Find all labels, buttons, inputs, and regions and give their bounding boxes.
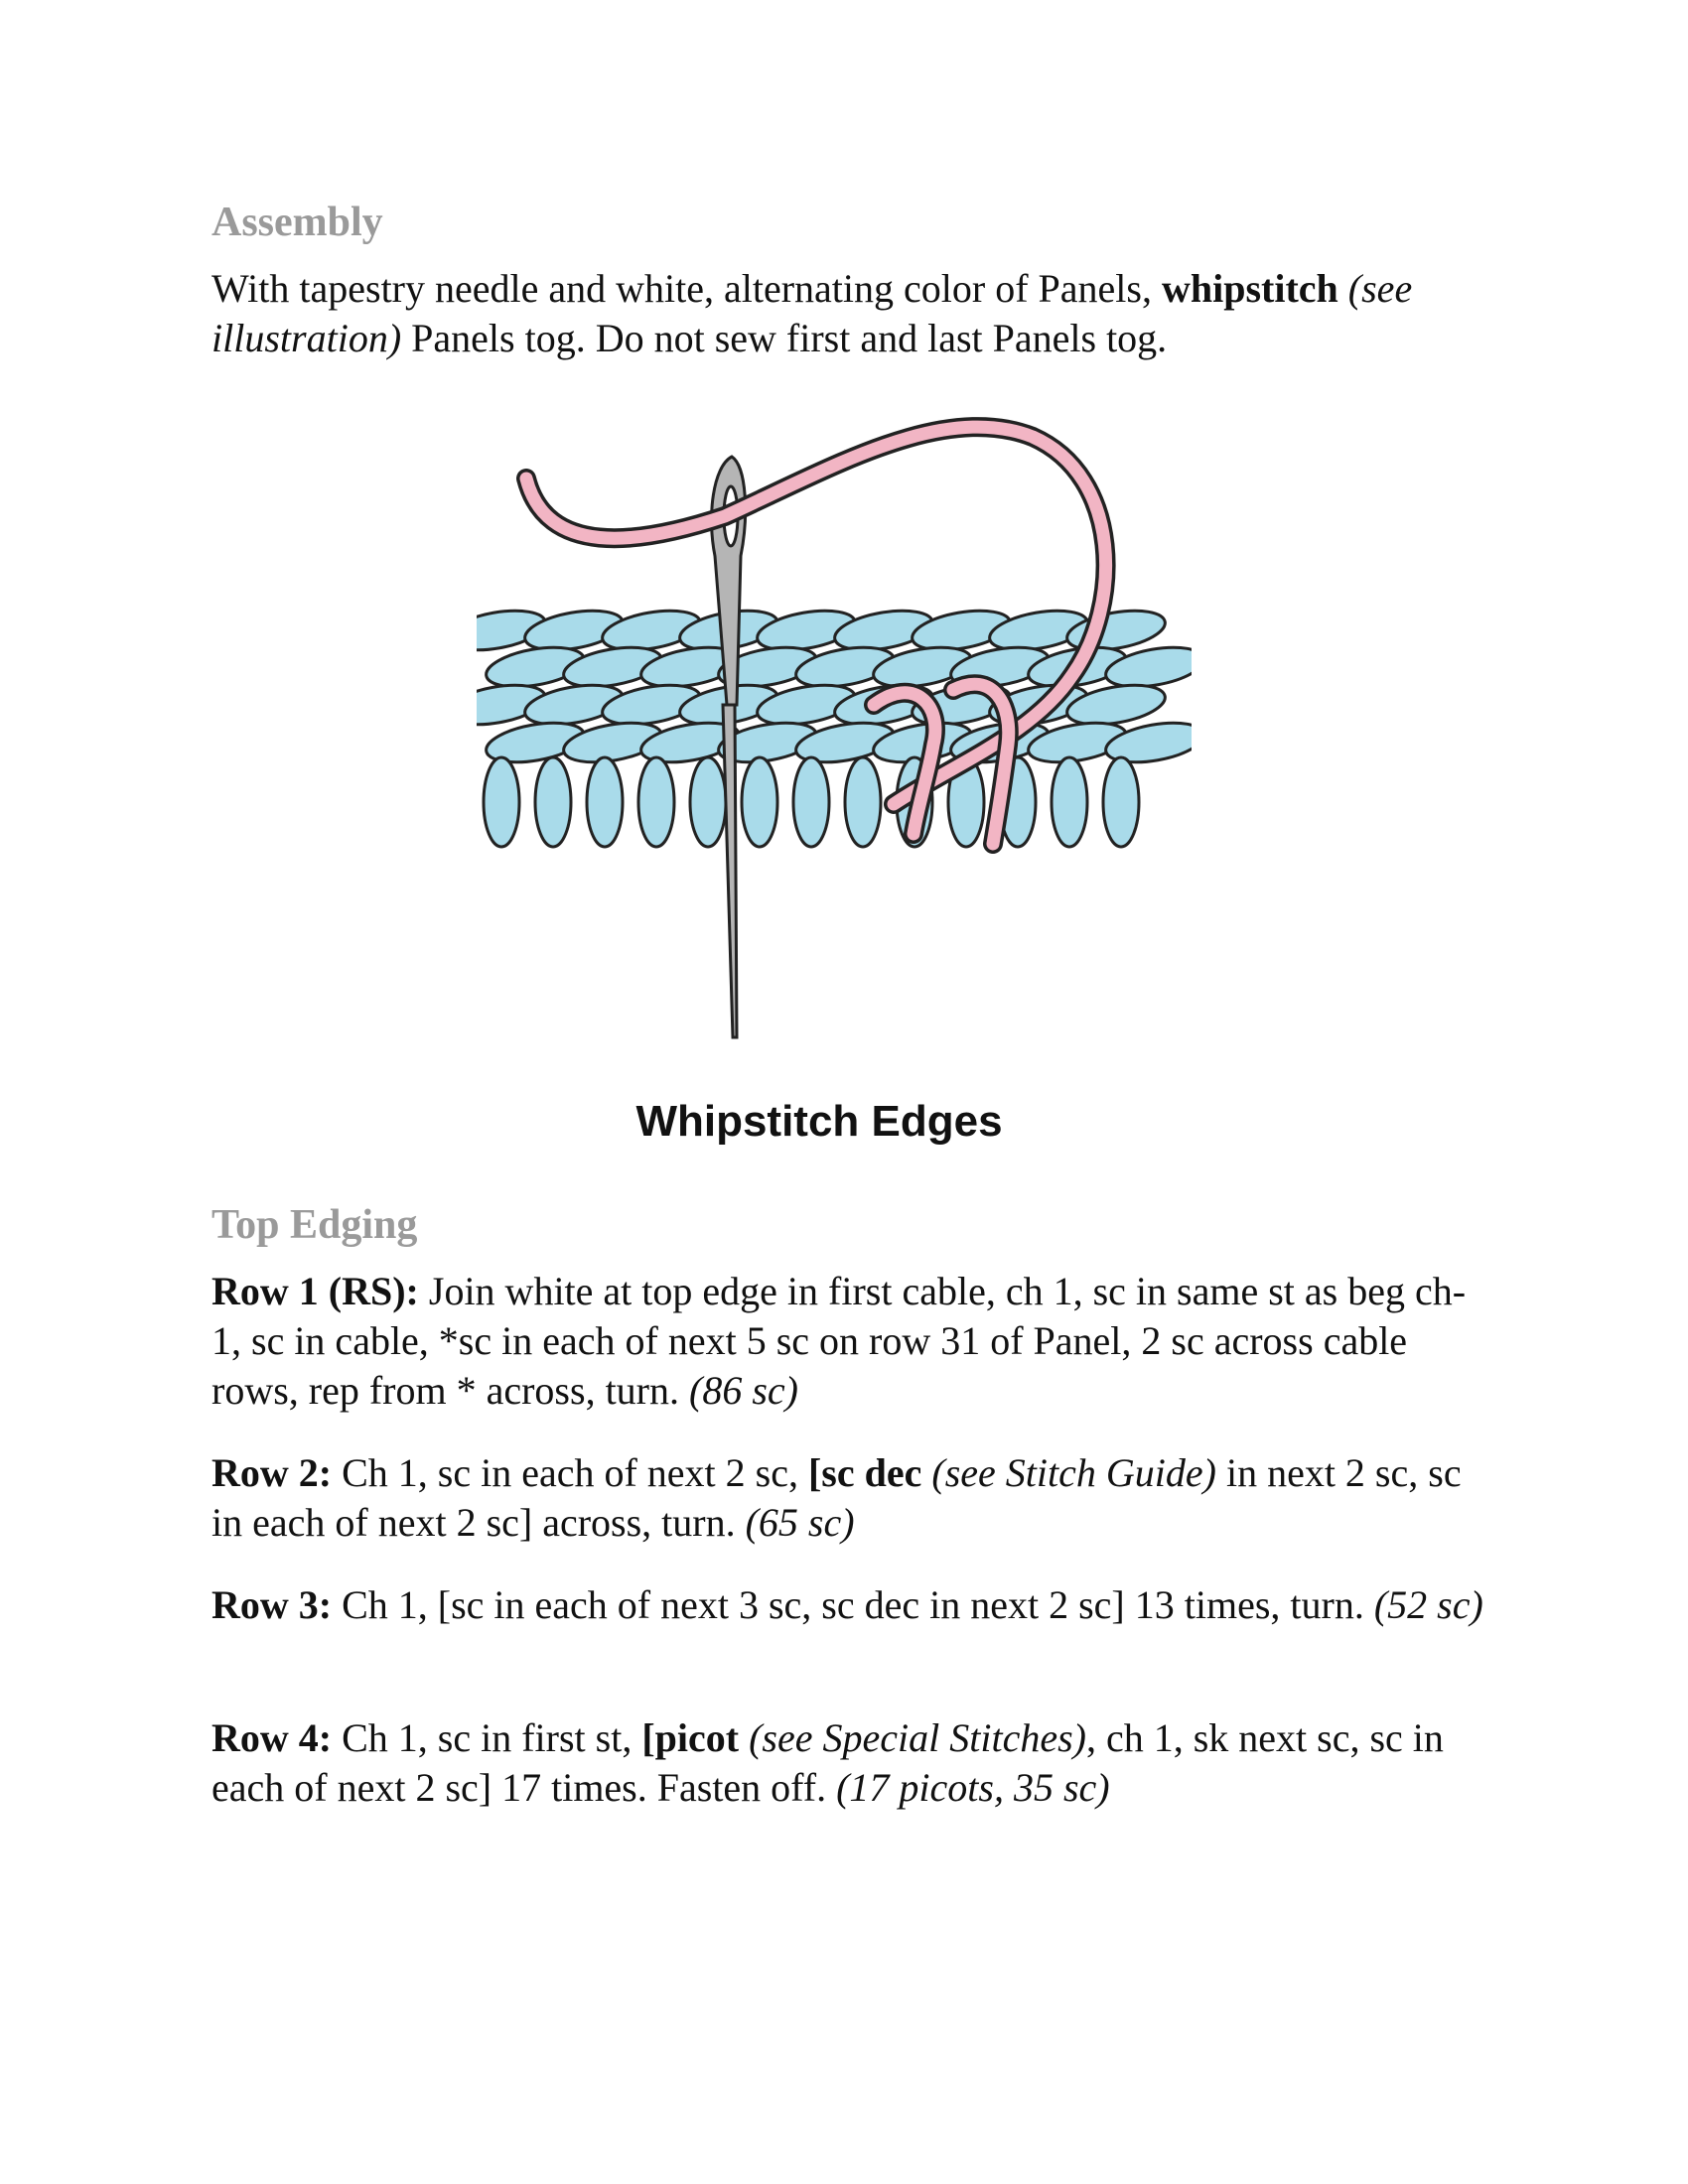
- see-illustration-note: (see illustration): [211, 266, 1413, 360]
- stitch-loop: [587, 757, 623, 847]
- row-4-text: Ch 1, sc in first st,: [332, 1715, 642, 1760]
- row-3-paragraph: [211, 1580, 1492, 1630]
- whipstitch-term: whipstitch: [1161, 266, 1338, 311]
- special-stitches-note: (see Special Stitches): [739, 1715, 1086, 1760]
- stitch-guide-note: (see Stitch Guide): [921, 1450, 1216, 1495]
- stitch-loop: [484, 757, 519, 847]
- whipstitch-illustration: [477, 407, 1192, 1042]
- sc-dec-term: [sc dec: [807, 1450, 922, 1495]
- stitch-loop: [1052, 757, 1087, 847]
- stitch-loop: [793, 757, 829, 847]
- figure-caption: Whipstitch Edges: [635, 1097, 1003, 1146]
- assembly-heading: Assembly: [211, 200, 383, 245]
- stitch-loop: [690, 757, 726, 847]
- row-2-paragraph: [211, 1448, 1492, 1548]
- row-4-label: Row 4:: [211, 1715, 333, 1760]
- row-2-label: Row 2:: [211, 1450, 333, 1495]
- row-3-label: Row 3:: [211, 1582, 333, 1627]
- assembly-text-end: Panels tog. Do not sew first and last Panels tog.: [401, 316, 1168, 360]
- row-4-paragraph: [211, 1713, 1492, 1813]
- row-4-text-end: , ch 1, sk next sc, sc in each of next 2 sc] 17 times. Fasten off.: [211, 1715, 1444, 1810]
- stitch-loop: [845, 757, 881, 847]
- picot-term: [picot: [641, 1715, 740, 1760]
- stitch-loop: [638, 757, 674, 847]
- row-1-paragraph: [211, 1267, 1492, 1416]
- row-1-text: Join white at top edge in first cable, ch 1, sc in same st as beg ch-1, sc in cable, *sc in each of next 5 sc on row 31 of Panel, 2 sc across cable rows, rep from * across, turn.: [211, 1269, 1467, 1413]
- row-1-count: (86 sc): [689, 1368, 798, 1413]
- top-edging-heading: Top Edging: [211, 1202, 418, 1248]
- stitch-loop: [535, 757, 571, 847]
- row-2-count: (65 sc): [745, 1500, 855, 1545]
- row-2-text: Ch 1, sc in each of next 2 sc,: [332, 1450, 808, 1495]
- assembly-text: With tapestry needle and white, alternating color of Panels,: [211, 266, 1162, 311]
- row-2-text-end: in next 2 sc, sc in each of next 2 sc] across, turn.: [211, 1450, 1462, 1545]
- row-4-count: (17 picots, 35 sc): [836, 1765, 1110, 1810]
- stitch-loop: [742, 757, 777, 847]
- stitch-loop: [1103, 757, 1139, 847]
- row-3-count: (52 sc): [1373, 1582, 1483, 1627]
- assembly-paragraph: [211, 264, 1492, 363]
- row-1-label: Row 1 (RS):: [211, 1269, 419, 1313]
- row-3-text: Ch 1, [sc in each of next 3 sc, sc dec in next 2 sc] 13 times, turn.: [332, 1582, 1374, 1627]
